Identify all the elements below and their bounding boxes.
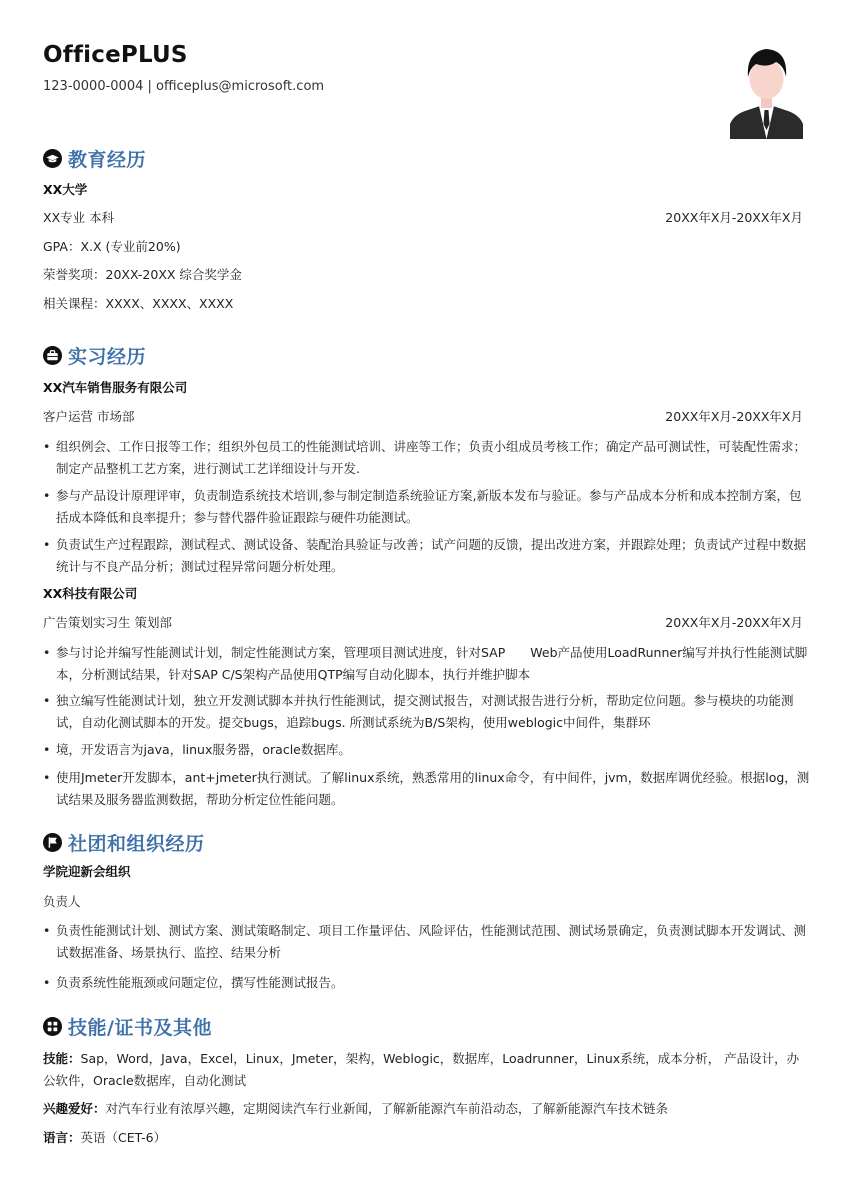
- hobby-value: 对汽车行业有浓厚兴趣，定期阅读汽车行业新闻，了解新能源汽车前沿动态，了解新能源汽车技术链条: [105, 1101, 669, 1116]
- job-bullet: • 参与产品设计原理评审，负责制造系统技术培训,参与制定制造系统验证方案,新版本发布与验证。参与产品成本分析和成本控制方案，包括成本降低和良率提升；参与替代器件验证跟踪与硬件功能测试。: [43, 485, 811, 529]
- section-internship-title: [43, 342, 146, 368]
- contact-info: 123-0000-0004 | officeplus@microsoft.com: [43, 79, 325, 94]
- major-degree: XX专业 本科: [43, 210, 115, 225]
- skills-label: 技能：: [43, 1051, 81, 1066]
- organization-name: 学院迎新会组织: [43, 864, 131, 879]
- club-bullet: • 负责性能测试计划、测试方案、测试策略制定、项目工作量评估、风险评估，性能测试范围、测试场景确定，负责测试脚本开发调试、测试数据准备、场景执行、监控、结果分析: [43, 920, 811, 964]
- hobby-row: [43, 1098, 811, 1120]
- job-role: 客户运营 市场部: [43, 409, 135, 424]
- briefcase-icon: [43, 346, 62, 365]
- resume-name: OfficePLUS: [43, 42, 188, 68]
- language-label: 语言：: [43, 1130, 81, 1145]
- job-bullet: • 组织例会、工作日报等工作；组织外包员工的性能测试培训、讲座等工作；负责小组成员考核工作；确定产品可测试性，可装配性需求；制定产品整机工艺方案，进行测试工艺详细设计与开发.: [43, 436, 811, 480]
- section-title-text: 社团和组织经历: [68, 832, 205, 855]
- job-role: 广告策划实习生 策划部: [43, 615, 172, 630]
- language-value: 英语（CET-6）: [80, 1130, 167, 1145]
- section-skills-title: [43, 1013, 212, 1039]
- company-name: XX汽车销售服务有限公司: [43, 380, 188, 395]
- graduation-cap-icon: [43, 149, 62, 168]
- company-name: XX科技有限公司: [43, 586, 138, 601]
- avatar: [730, 44, 803, 139]
- job-bullet: • 使用Jmeter开发脚本，ant+jmeter执行测试。了解linux系统，熟悉常用的linux命令，有中间件，jvm，数据库调优经验。根据log，测试结果及服务器监测数据，帮助分析定位性能问题。: [43, 767, 811, 811]
- job-bullet: • 负责试生产过程跟踪，测试程式、测试设备、装配治具验证与改善；试产问题的反馈，提出改进方案，并跟踪处理；负责试产过程中数据统计与不良产品分析；测试过程异常问题分析处理。: [43, 534, 811, 578]
- courses: 相关课程：XXXX、XXXX、XXXX: [43, 296, 234, 311]
- skills-value: Sap，Word，Java，Excel，Linux，Jmeter，架构，Weblogic，数据库，Loadrunner，Linux系统，成本分析， 产品设计，办公软件，Oracle数据库，自动化测试: [43, 1051, 800, 1088]
- section-title-text: 教育经历: [68, 148, 147, 171]
- school-name: XX大学: [43, 182, 88, 197]
- job-period: 20XX年X月-20XX年X月: [665, 409, 803, 424]
- club-bullet: • 负责系统性能瓶颈或问题定位，撰写性能测试报告。: [43, 972, 811, 994]
- section-education-title: [43, 145, 146, 171]
- club-role: 负责人: [43, 894, 81, 909]
- job-period: 20XX年X月-20XX年X月: [665, 615, 803, 630]
- language-row: [43, 1127, 811, 1149]
- honors: 荣誉奖项：20XX-20XX 综合奖学金: [43, 267, 242, 282]
- skills-row: [43, 1048, 811, 1092]
- hobby-label: 兴趣爱好：: [43, 1101, 106, 1116]
- education-period: 20XX年X月-20XX年X月: [665, 210, 803, 225]
- section-title-text: 实习经历: [68, 345, 147, 368]
- grid-icon: [43, 1017, 62, 1036]
- job-bullet: • 参与讨论并编写性能测试计划，制定性能测试方案，管理项目测试进度，针对SAP Web产品使用LoadRunner编写并执行性能测试脚本，分析测试结果，针对SAP C/S架构产品使用QTP编写自动化脚本，执行并维护脚本: [43, 642, 811, 686]
- section-clubs-title: [43, 829, 205, 855]
- gpa: GPA：X.X (专业前20%): [43, 239, 181, 254]
- job-bullet: • 独立编写性能测试计划，独立开发测试脚本并执行性能测试，提交测试报告，对测试报告进行分析，帮助定位问题。参与模块的功能测试，自动化测试脚本的开发。提交bugs，追踪bugs. 所测试系统为B/S架构，使用weblogic中间件，集群环: [43, 690, 811, 734]
- section-title-text: 技能/证书及其他: [68, 1016, 212, 1039]
- flag-icon: [43, 833, 62, 852]
- job-bullet: • 境，开发语言为java，linux服务器，oracle数据库。: [43, 739, 811, 761]
